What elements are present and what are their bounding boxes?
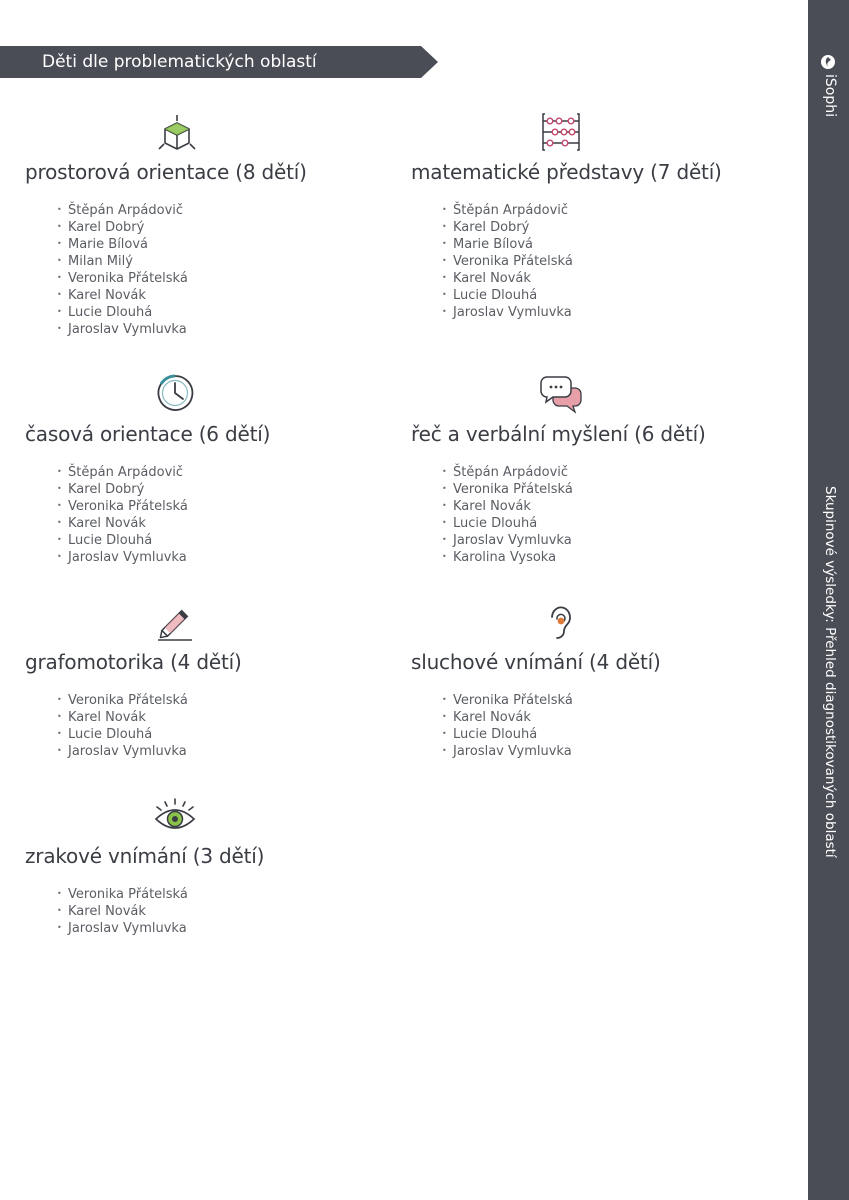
list-item: • Karel Dobrý: [57, 218, 188, 235]
abacus-icon: [539, 110, 583, 154]
list-item: • Karel Novák: [442, 708, 573, 725]
list-item: • Karel Novák: [57, 902, 188, 919]
list-item: • Jaroslav Vymluvka: [442, 303, 573, 320]
list-item: • Jaroslav Vymluvka: [57, 320, 188, 337]
list-item: • Marie Bílová: [442, 235, 573, 252]
list-item: • Lucie Dlouhá: [57, 303, 188, 320]
list-item: • Karel Novák: [442, 497, 573, 514]
brand-name: iSophi: [822, 74, 838, 117]
children-list: [57, 463, 188, 565]
list-item: • Veronika Přátelská: [57, 497, 188, 514]
list-item: • Karel Dobrý: [57, 480, 188, 497]
list-item: • Štěpán Arpádovič: [442, 201, 573, 218]
list-item: • Jaroslav Vymluvka: [57, 548, 188, 565]
list-item: • Jaroslav Vymluvka: [442, 531, 573, 548]
list-item: • Veronika Přátelská: [57, 885, 188, 902]
children-list: [57, 201, 188, 337]
list-item: • Jaroslav Vymluvka: [57, 742, 188, 759]
isophi-logo-icon: [820, 54, 836, 70]
children-list: [57, 885, 188, 936]
list-item: • Veronika Přátelská: [57, 269, 188, 286]
list-item: • Štěpán Arpádovič: [57, 463, 188, 480]
list-item: • Karel Novák: [442, 269, 573, 286]
list-item: • Lucie Dlouhá: [57, 725, 188, 742]
list-item: • Jaroslav Vymluvka: [57, 919, 188, 936]
eye-icon: [153, 795, 197, 839]
list-item: • Veronika Přátelská: [442, 480, 573, 497]
speech-bubbles-icon: [539, 372, 583, 416]
children-list: [442, 201, 573, 320]
section-title: zrakové vnímání (3 dětí): [25, 844, 265, 868]
section-title: grafomotorika (4 dětí): [25, 650, 242, 674]
list-item: • Veronika Přátelská: [57, 691, 188, 708]
list-item: • Lucie Dlouhá: [57, 531, 188, 548]
list-item: • Karel Dobrý: [442, 218, 573, 235]
section-title: časová orientace (6 dětí): [25, 422, 271, 446]
list-item: • Marie Bílová: [57, 235, 188, 252]
list-item: • Lucie Dlouhá: [442, 286, 573, 303]
children-list: [442, 463, 573, 565]
cube-icon: [155, 113, 199, 157]
children-list: [442, 691, 573, 759]
list-item: • Karolina Vysoka: [442, 548, 573, 565]
list-item: • Karel Novák: [57, 708, 188, 725]
list-item: • Karel Novák: [57, 286, 188, 303]
list-item: • Veronika Přátelská: [442, 691, 573, 708]
page-title: Děti dle problematických oblastí: [42, 52, 317, 72]
section-title: matematické představy (7 dětí): [411, 160, 722, 184]
pencil-icon: [154, 600, 198, 644]
clock-icon: [153, 371, 197, 415]
list-item: • Karel Novák: [57, 514, 188, 531]
children-list: [57, 691, 188, 759]
list-item: • Jaroslav Vymluvka: [442, 742, 573, 759]
list-item: • Lucie Dlouhá: [442, 725, 573, 742]
section-banner: [0, 46, 438, 78]
list-item: • Lucie Dlouhá: [442, 514, 573, 531]
list-item: • Štěpán Arpádovič: [57, 201, 188, 218]
ear-icon: [538, 601, 582, 645]
brand: [810, 52, 846, 132]
list-item: • Štěpán Arpádovič: [442, 463, 573, 480]
section-title: sluchové vnímání (4 dětí): [411, 650, 661, 674]
sidebar-title: Skupinové výsledky: Přehled diagnostikovaných oblastí: [822, 486, 838, 858]
list-item: • Veronika Přátelská: [442, 252, 573, 269]
list-item: • Milan Milý: [57, 252, 188, 269]
section-title: prostorová orientace (8 dětí): [25, 160, 307, 184]
section-title: řeč a verbální myšlení (6 dětí): [411, 422, 706, 446]
